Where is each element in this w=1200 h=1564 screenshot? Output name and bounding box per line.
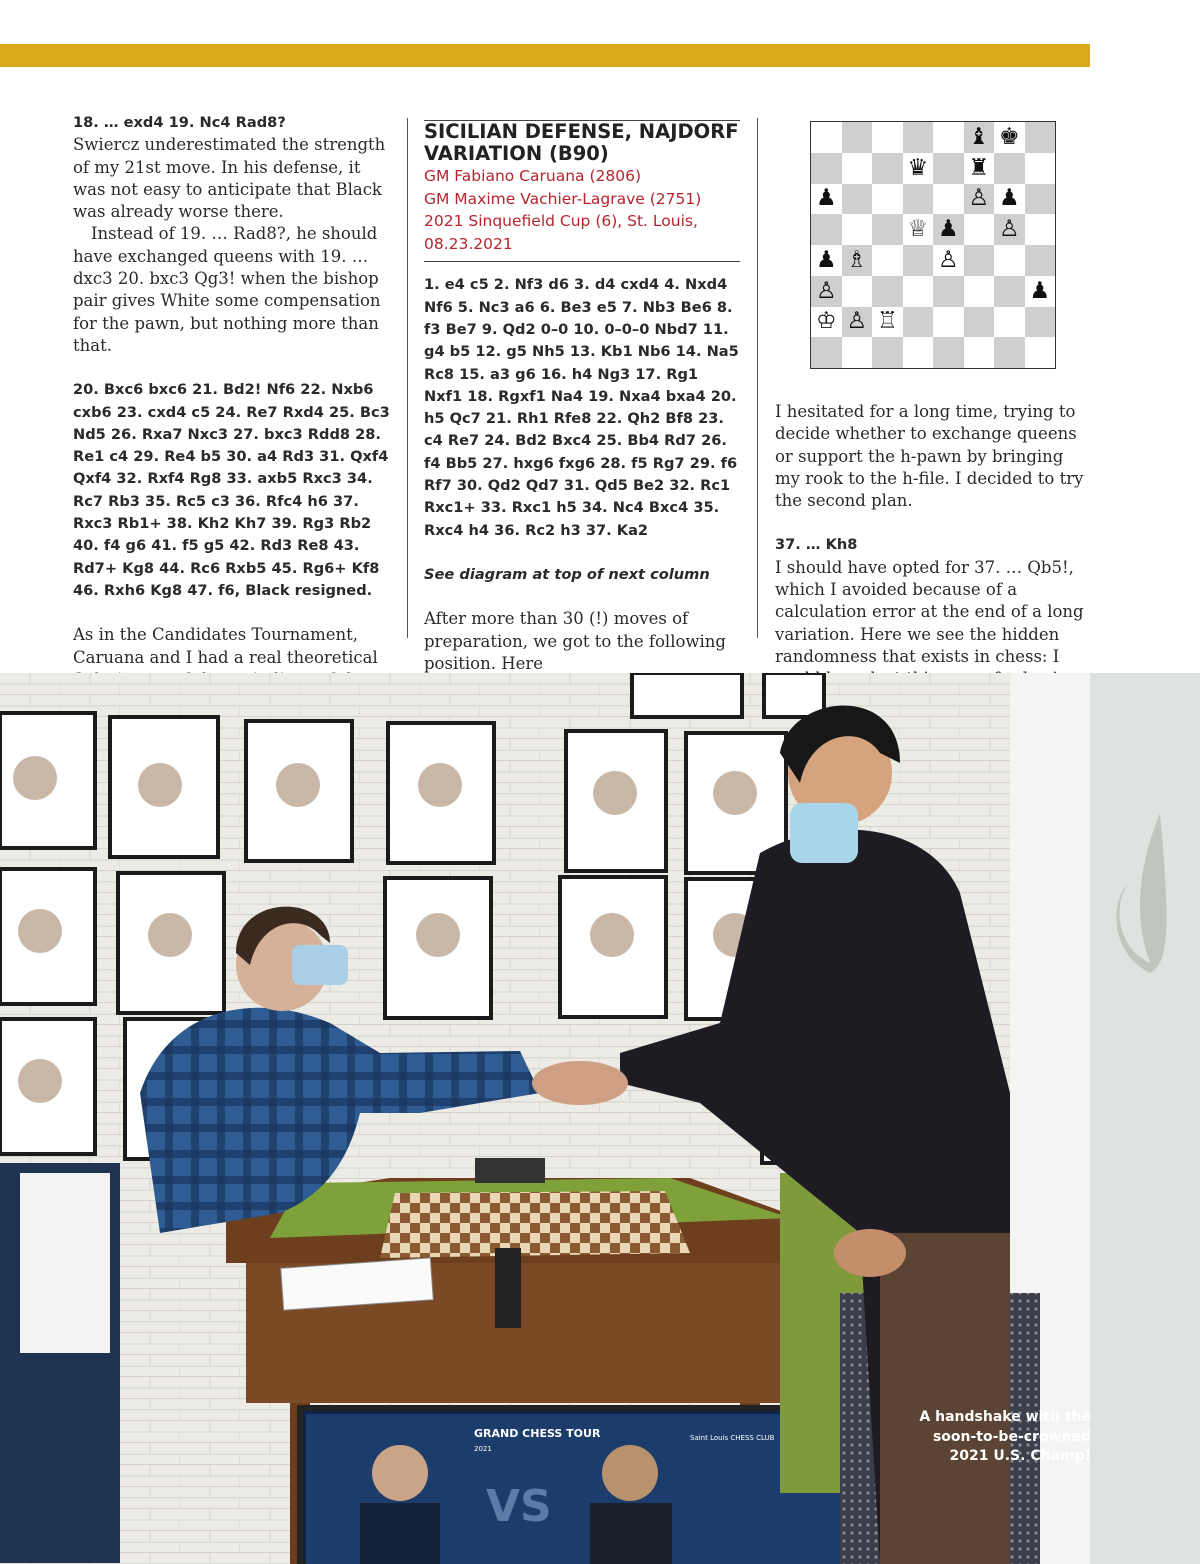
board-square: [811, 184, 842, 215]
move-notation: 18. … exd4 19. Nc4 Rad8?: [73, 114, 286, 131]
game-moves: 1. e4 c5 2. Nf3 d6 3. d4 cxd4 4. Nxd4 Nf6 5. Nc3 a6 6. Be3 e5 7. Nb3 Be6 8. f3 Be7 9. Qd2 0–0 10. 0–0–0 Nbd7 11. g4 b5 12. g5 Nh5 13. Kb1 Nb6 14. Na5 Rc8 15. a3 g6 16. h4 Ng3 17. Rg1 Nxf1 18. Rgxf1 Na4 19. Nxa4 bxa4 20. h5 Qc7 21. Rh1 Rfe8 22. Qh2 Bf8 23. c4 Re7 24. Bd2 Bxc4 25. Bb4 Rd7 26. f4 Bb5 27. hxg6 fxg6 28. f5 Rg7 29. f6 Rf7 30. Qd2 Qd7 31. Qd5 Be2 32. Rc1 Rxc1+ 33. Rxc1 h5 34. Nc4 Bxc4 35. Rxc4 h4 36. Rc2 h3 37. Ka2: [424, 276, 739, 539]
accent-bar: [0, 44, 1090, 67]
move-notation: 20. Bxc6 bxc6 21. Bd2! Nf6 22. Nxb6 cxb6 23. cxd4 c5 24. Re7 Rxd4 25. Bc3 Nd5 26. Rxa7 Nxc3 27. bxc3 Rdd8 28. Re1 c4 29. Re4 b5 30. a4 Rd3 31. Qxf4 Qxf4 32. Rxf4 Rg8 33. axb5 Rxc3 34. Rc7 Rb3 35. Rc5 c3 36. Rfc4 h6 37. Rxc3 Rb1+ 38. Kh2 Kh7 39. Rg3 Rb2 40. f4 g6 41. f5 g5 42. Rd3 Re8 43. Rd7+ Kg8 44. Rc6 Rxb5 45. Rg6+ Kf8 46. Rxh6 Kg8 47. f6, Black resigned.: [73, 381, 390, 599]
paragraph: After more than 30 (!) moves of preparation, we got to the following position. Here: [424, 609, 726, 673]
chess-piece: ♔: [815, 308, 837, 335]
board-square: [933, 214, 964, 245]
chess-piece: ♟: [815, 185, 837, 212]
chess-piece: ♗: [846, 246, 868, 273]
board-square: [811, 214, 842, 245]
board-square: [1025, 245, 1056, 276]
paragraph: Swiercz underestimated the strength of my 21st move. In his defense, it was not easy to anticipate that Black was already worse there.: [73, 135, 386, 222]
text-column-2: [424, 112, 740, 675]
board-square: [964, 276, 995, 307]
board-square: [1025, 276, 1056, 307]
caption-line: A handshake with the: [919, 1409, 1091, 1425]
board-square: [811, 153, 842, 184]
board-square: [811, 307, 842, 338]
board-square: [872, 122, 903, 153]
board-square: [1025, 153, 1056, 184]
chess-piece: ♚: [998, 123, 1020, 150]
chess-piece: ♙: [937, 246, 959, 273]
chess-piece: ♙: [815, 277, 837, 304]
white-player: GM Fabiano Caruana (2806): [424, 167, 641, 185]
column-divider: [757, 118, 758, 638]
board-square: [933, 307, 964, 338]
board-square: [964, 122, 995, 153]
board-square: [903, 153, 934, 184]
board-square: [842, 153, 873, 184]
chess-piece: ♙: [998, 216, 1020, 243]
opening-title: SICILIAN DEFENSE, NAJDORF VARIATION (B90): [424, 120, 739, 165]
chess-piece: ♖: [876, 308, 898, 335]
board-square: [1025, 122, 1056, 153]
board-square: [964, 153, 995, 184]
board-square: [994, 214, 1025, 245]
board-square: [933, 337, 964, 368]
board-square: [964, 245, 995, 276]
board-square: [903, 214, 934, 245]
board-square: [964, 307, 995, 338]
board-square: [994, 337, 1025, 368]
board-square: [903, 337, 934, 368]
tv-club: Saint Louis CHESS CLUB: [690, 1434, 775, 1442]
board-square: [872, 184, 903, 215]
board-square: [1025, 307, 1056, 338]
chess-piece: ♕: [907, 216, 929, 243]
board-square: [903, 122, 934, 153]
black-player: GM Maxime Vachier-Lagrave (2751): [424, 189, 702, 208]
board-square: [994, 245, 1025, 276]
board-square: [872, 307, 903, 338]
board-square: [933, 245, 964, 276]
paragraph: I hesitated for a long time, trying to decide whether to exchange queens or support the h-pawn by bringing my rook to the h-file. I decided to try the second plan.: [775, 402, 1084, 511]
chess-piece: ♟: [998, 185, 1020, 212]
board-square: [1025, 214, 1056, 245]
board-square: [903, 245, 934, 276]
board-square: [811, 337, 842, 368]
caption-line: soon-to-be-crowned: [932, 1428, 1091, 1445]
chess-piece: ♝: [968, 123, 990, 150]
board-square: [933, 153, 964, 184]
board-square: [842, 245, 873, 276]
board-square: [994, 307, 1025, 338]
board-square: [842, 276, 873, 307]
handshake-photo: [0, 673, 1200, 1564]
board-square: [964, 214, 995, 245]
board-square: [964, 337, 995, 368]
paragraph: I should have opted for 37. … Qb5!, which I avoided because of a calculation error at the end of a long variation. Here we see the hidden randomness that exists in chess: I: [775, 557, 1084, 666]
board-square: [1025, 184, 1056, 215]
board-square: [903, 307, 934, 338]
board-square: [903, 276, 934, 307]
photo-caption: [919, 1408, 1091, 1467]
board-square: [842, 122, 873, 153]
caption-line: 2021 U.S. Champ!: [949, 1448, 1091, 1464]
chess-piece: ♛: [907, 154, 929, 181]
board-square: [872, 276, 903, 307]
board-square: [903, 184, 934, 215]
board-square: [994, 276, 1025, 307]
board-square: [872, 153, 903, 184]
board-square: [811, 122, 842, 153]
chess-piece: ♟: [815, 246, 837, 273]
rule: [424, 261, 740, 262]
board-square: [842, 184, 873, 215]
chess-diagram: [810, 121, 1056, 369]
board-square: [842, 307, 873, 338]
diagram-note: See diagram at top of next column: [424, 565, 710, 583]
chess-piece: ♟: [1029, 277, 1051, 304]
chess-piece: ♙: [968, 185, 990, 212]
move-notation: 37. … Kh8: [775, 536, 858, 554]
column-divider: [407, 118, 408, 638]
text-column-3: [775, 401, 1093, 713]
board-square: [811, 245, 842, 276]
chess-piece: ♟: [937, 216, 959, 243]
board-square: [811, 276, 842, 307]
tv-banner: GRAND CHESS TOUR: [474, 1427, 601, 1440]
board-square: [1025, 337, 1056, 368]
board-square: [933, 276, 964, 307]
board-square: [994, 184, 1025, 215]
board-square: [964, 184, 995, 215]
board-square: [872, 337, 903, 368]
board-square: [872, 214, 903, 245]
event-info: 2021 Sinquefield Cup (6), St. Louis, 08.23.2021: [424, 212, 698, 253]
board-square: [872, 245, 903, 276]
board-square: [933, 122, 964, 153]
tv-year: 2021: [474, 1445, 492, 1453]
chess-piece: ♙: [846, 308, 868, 335]
text-column-1: [73, 112, 391, 713]
board-square: [842, 214, 873, 245]
paragraph: Instead of 19. … Rad8?, he should have exchanged queens with 19. … dxc3 20. bxc3 Qg3! when the bishop pair gives White some compensation for the pawn, but nothing more than that.: [73, 224, 381, 355]
board-square: [933, 184, 964, 215]
board-square: [994, 122, 1025, 153]
board-square: [842, 337, 873, 368]
tv-vs: VS: [486, 1481, 552, 1532]
chess-piece: ♜: [968, 154, 990, 181]
board-square: [994, 153, 1025, 184]
paragraph: As in the Candidates Tournament, Caruana and I had a real theoretical: [73, 625, 378, 667]
